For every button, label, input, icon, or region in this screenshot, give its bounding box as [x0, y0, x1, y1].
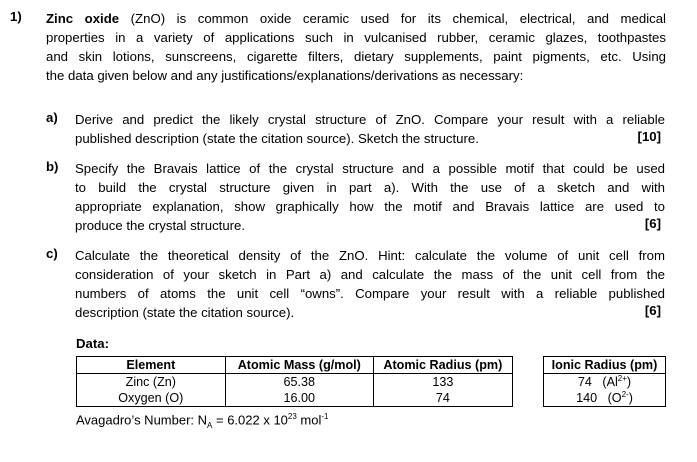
table-row	[77, 374, 666, 391]
part-line: consideration of your sketch in Part a) and calculate the mass of the unit cell from the	[75, 267, 665, 282]
part-line: description (state the citation source).	[75, 305, 295, 320]
ionic-charge: 2-	[621, 390, 629, 400]
part-line: Calculate the theoretical density of the ZnO. Hint: calculate the volume of unit cell from	[75, 248, 665, 263]
ionic-ion: (O	[607, 391, 622, 406]
cell-radius: 133	[373, 374, 512, 391]
header-atomic-radius: Atomic Radius (pm)	[373, 357, 512, 374]
ionic-close: )	[628, 391, 633, 406]
ionic-charge: 2+	[617, 374, 627, 384]
intro-line	[46, 47, 666, 66]
table-row	[77, 390, 666, 407]
cell-mass: 65.38	[225, 374, 373, 391]
part-text	[75, 159, 665, 235]
table-gap	[512, 374, 543, 391]
intro-line	[46, 9, 666, 28]
part-line: numbers of atoms the unit cell “owns”. Compare your result with a reliable published	[75, 286, 665, 301]
part-label: c)	[46, 246, 58, 261]
ionic-value: 140	[576, 391, 598, 406]
header-ionic-radius: Ionic Radius (pm)	[544, 357, 666, 374]
avogadro-prefix: Avagadro’s Number: N	[76, 412, 208, 428]
intro-text: the data given below and any justifications/explanations/derivations as necessary:	[46, 68, 524, 83]
avogadro-value: = 6.022 x 10	[212, 412, 288, 428]
part-c	[46, 246, 666, 326]
part-marks: [10]	[637, 129, 661, 144]
part-label: a)	[46, 110, 58, 125]
data-table	[76, 356, 666, 407]
avogadro-unit-exponent: -1	[321, 412, 329, 421]
table-gap	[512, 390, 543, 407]
intro-line	[46, 66, 666, 85]
cell-mass: 16.00	[225, 390, 373, 407]
avogadro-unit: mol	[296, 412, 322, 428]
part-line: produce the crystal structure.	[75, 218, 246, 233]
ionic-close: )	[626, 375, 632, 390]
part-a	[46, 110, 666, 150]
part-b	[46, 159, 666, 239]
data-label: Data:	[76, 336, 109, 351]
ionic-value: 74	[577, 375, 592, 390]
cell-element: Zinc (Zn)	[77, 374, 226, 391]
part-line: published description (state the citation source). Sketch the structure.	[75, 131, 479, 146]
intro-line	[46, 28, 666, 47]
cell-radius: 74	[373, 390, 512, 407]
table-gap	[512, 357, 543, 374]
avogadro-number	[76, 412, 329, 430]
header-element: Element	[77, 357, 226, 374]
avogadro-sub: A	[207, 420, 213, 430]
cell-element: Oxygen (O)	[77, 390, 226, 407]
part-line: Derive and predict the likely crystal structure of ZnO. Compare your result with a reliable	[75, 112, 665, 127]
question-number: 1)	[10, 9, 22, 24]
table-header-row	[77, 357, 666, 374]
intro-bold: Zinc oxide	[46, 11, 120, 26]
ionic-ion: (Al	[602, 375, 618, 390]
part-marks: [6]	[644, 303, 661, 318]
cell-ionic-radius	[544, 374, 666, 391]
part-text	[75, 246, 665, 322]
question-intro	[46, 9, 666, 85]
cell-ionic-radius	[544, 390, 666, 407]
part-label: b)	[46, 159, 59, 174]
part-line: to build the crystal structure given in part a). With the use of a sketch and with	[75, 180, 665, 195]
intro-text: properties in a variety of applications such in vulcanised rubber, ceramic glazes, toothpastes	[46, 30, 666, 45]
header-atomic-mass: Atomic Mass (g/mol)	[225, 357, 373, 374]
avogadro-exponent: 23	[287, 412, 297, 421]
part-line: Specify the Bravais lattice of the crystal structure and a possible motif that could be used	[75, 161, 665, 176]
part-marks: [6]	[644, 216, 661, 231]
intro-text: and skin lotions, sunscreens, cigarette filters, dietary supplements, paint pigments, etc. Using	[46, 49, 666, 64]
part-text	[75, 110, 665, 148]
intro-text: (ZnO) is common oxide ceramic used for its chemical, electrical, and medical	[119, 11, 666, 26]
part-line: appropriate explanation, show graphically how the motif and Bravais lattice are used to	[75, 199, 665, 214]
